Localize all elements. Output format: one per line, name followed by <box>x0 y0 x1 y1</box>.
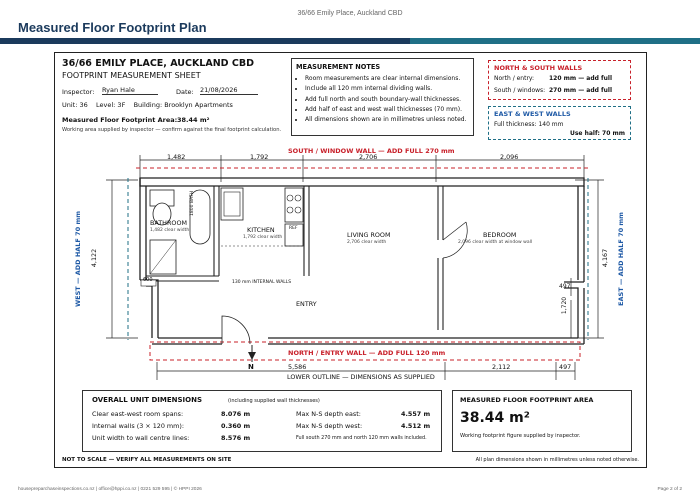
inspector-value: Ryan Hale <box>102 86 158 95</box>
south-value: 270 mm — add full <box>549 87 613 94</box>
kitchen-sink <box>221 188 243 220</box>
overall-row-label: Clear east-west room spans: <box>92 410 184 418</box>
page-number: Page 2 of 2 <box>657 487 682 492</box>
overall-row-value: 0.360 m <box>221 422 251 430</box>
bathroom-label: BATHROOM <box>150 219 187 227</box>
bottom-dim-1: 5,586 <box>288 363 307 371</box>
entry-door-swing <box>222 316 250 344</box>
bottom-dim-3: 497 <box>559 363 572 371</box>
area-value: 38.44 m² <box>177 116 210 124</box>
measured-value: 38.44 m² <box>460 410 530 426</box>
east-wall-label: EAST — ADD HALF 70 mm <box>617 212 625 306</box>
entry-label: ENTRY <box>296 300 317 308</box>
overall-row-value: 8.576 m <box>221 434 251 442</box>
internal-walls-note: 130 mm INTERNAL WALLS <box>232 280 292 285</box>
sheet-address: 36/66 EMILY PLACE, AUCKLAND CBD <box>62 58 254 69</box>
note-item: • Add half of east and west wall thicknesses (70 mm). <box>305 105 469 115</box>
ew-half: Use half: 70 mm <box>569 130 625 137</box>
measured-note: Working footprint figure supplied by inspector. <box>460 433 581 439</box>
south-label: South / windows: <box>494 87 546 94</box>
document-title: Measured Floor Footprint Plan <box>18 20 207 35</box>
north-arrow-label: N <box>248 363 254 371</box>
inspector-label: Inspector: <box>62 88 95 96</box>
overall-title: OVERALL UNIT DIMENSIONS <box>92 396 203 404</box>
unit-info: Unit: 36 Level: 3F Building: Brooklyn Apartments <box>62 101 233 109</box>
west-wall-label: WEST — ADD HALF 70 mm <box>74 211 82 308</box>
footer-contact: housepreparchaseinspections.co.nz | office@hppi.co.nz | 0221 529 595 | © HPPI 2026 <box>18 487 202 492</box>
top-dim-living: 2,706 <box>359 153 378 161</box>
depth-row-label: Max N-S depth east: <box>296 410 361 418</box>
note-item: • Room measurements are clear internal dimensions. <box>305 74 469 84</box>
overall-subtitle: (including supplied wall thicknesses) <box>228 398 320 404</box>
cooktop <box>285 188 303 222</box>
bedroom-sub: 2,096 clear width at window wall <box>458 240 533 245</box>
overall-row-value: 8.076 m <box>221 410 251 418</box>
bottom-dim-2: 2,112 <box>492 363 511 371</box>
north-value: 120 mm — add full <box>549 75 613 82</box>
right-small-dim-2: 1,720 <box>561 296 569 315</box>
date-label: Date: <box>176 88 194 96</box>
date-value: 21/08/2026 <box>200 86 258 95</box>
south-wall-label: SOUTH / WINDOW WALL — ADD FULL 270 mm <box>288 147 455 155</box>
area-label: Measured Floor Footprint Area: <box>62 116 178 124</box>
kitchen-label: KITCHEN <box>247 226 275 234</box>
top-dim-kitchen: 1,792 <box>250 153 269 161</box>
plan-units-note: All plan dimensions shown in millimetres unless noted otherwise. <box>475 457 639 463</box>
top-dim-bedroom: 2,096 <box>500 153 519 161</box>
bath-dim: 1800 BATH <box>190 191 195 216</box>
depth-row-label: Max N-S depth west: <box>296 422 363 430</box>
fridge-label: REF <box>289 226 298 231</box>
bedroom-label: BEDROOM <box>483 231 517 239</box>
north-arrow-head <box>248 352 256 360</box>
left-dim: 4,122 <box>90 248 99 268</box>
right-dim: 4,167 <box>601 248 610 268</box>
ew-thickness: Full thickness: 140 mm <box>494 121 564 128</box>
ns-title: NORTH & SOUTH WALLS <box>494 64 583 72</box>
measured-title: MEASURED FLOOR FOOTPRINT AREA <box>460 396 594 404</box>
overall-row-label: Internal walls (3 × 120 mm): <box>92 422 185 430</box>
bathroom-sub: 1,482 clear width <box>150 228 190 233</box>
note-item: • All dimensions shown are in millimetres unless noted. <box>305 115 469 125</box>
notes-title: MEASUREMENT NOTES <box>296 63 381 71</box>
lower-outline-label: LOWER OUTLINE — DIMENSIONS AS SUPPLIED <box>287 373 435 381</box>
left-small-dim: 600 <box>143 277 153 283</box>
not-to-scale-note: NOT TO SCALE — VERIFY ALL MEASUREMENTS ON SITE <box>62 457 232 463</box>
note-item: • Include all 120 mm internal dividing walls. <box>305 84 469 94</box>
page-header-address: 36/66 Emily Place, Auckland CBD <box>297 10 403 17</box>
area-note: Working area supplied by inspector — confirm against the final footprint calculation. <box>62 127 282 133</box>
right-small-dim: 497 <box>559 283 571 290</box>
depth-note: Full south 270 mm and north 120 mm walls included. <box>296 435 427 441</box>
living-room-label: LIVING ROOM <box>347 231 391 239</box>
depth-row-value: 4.512 m <box>401 422 431 430</box>
north-label: North / entry: <box>494 75 535 82</box>
sheet-name: FOOTPRINT MEASUREMENT SHEET <box>62 71 201 80</box>
overall-row-label: Unit width to wall centre lines: <box>92 434 190 442</box>
kitchen-sub: 1,792 clear width <box>243 235 283 240</box>
living-room-sub: 2,706 clear width <box>347 240 387 245</box>
note-item: • Add full north and south boundary-wall thicknesses. <box>305 95 469 105</box>
ew-title: EAST & WEST WALLS <box>494 110 571 118</box>
top-dim-bathroom: 1,482 <box>167 153 186 161</box>
depth-row-value: 4.557 m <box>401 410 431 418</box>
north-wall-label: NORTH / ENTRY WALL — ADD FULL 120 mm <box>288 349 446 357</box>
